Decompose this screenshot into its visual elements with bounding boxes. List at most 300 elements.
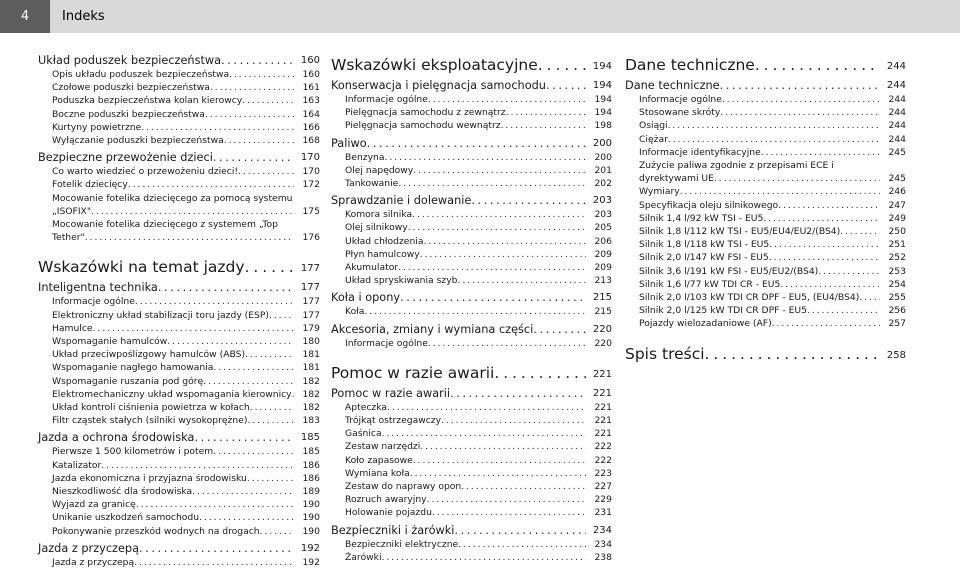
subsection-entry[interactable] bbox=[38, 134, 320, 147]
entry-title: Wyłączanie poduszki bezpieczeństwa bbox=[52, 135, 224, 147]
dot-leader bbox=[134, 556, 294, 569]
dot-leader bbox=[450, 386, 586, 401]
subsection-entry[interactable] bbox=[38, 414, 320, 427]
section-entry[interactable] bbox=[38, 53, 320, 68]
entry-title: Układ kontroli ciśnienia powietrza w kołach bbox=[52, 402, 250, 414]
dot-leader bbox=[772, 317, 880, 330]
entry-title: Układ przeciwpoślizgowy hamulców (ABS) bbox=[52, 349, 246, 361]
section-entry[interactable] bbox=[38, 280, 320, 295]
entry-title: Silnik 1,8 l/112 kW TSI - EU5/EU4/EU2/(BS4) bbox=[639, 226, 841, 238]
entry-title: Ciężar bbox=[639, 133, 668, 145]
entry-title: Gaśnica bbox=[345, 428, 382, 440]
entry-page-number: 222 bbox=[594, 454, 612, 466]
entry-title: Płyn hamulcowy bbox=[345, 248, 420, 260]
entry-page-number: 175 bbox=[302, 205, 320, 217]
section-entry[interactable] bbox=[331, 78, 612, 93]
dot-leader bbox=[210, 81, 294, 94]
entry-page-number: 223 bbox=[594, 467, 612, 479]
entry-page-number: 183 bbox=[302, 415, 320, 427]
subsection-entry[interactable] bbox=[331, 454, 612, 467]
section-entry[interactable] bbox=[331, 322, 612, 337]
entry-page-number: 209 bbox=[594, 262, 612, 274]
entry-title: Koła bbox=[345, 306, 365, 318]
entry-title: Wskazówki na temat jazdy bbox=[38, 258, 245, 277]
section-gap bbox=[331, 350, 612, 358]
dot-leader bbox=[382, 427, 586, 440]
entry-page-number: 221 bbox=[594, 415, 612, 427]
subsection-entry[interactable] bbox=[38, 388, 320, 401]
dot-leader bbox=[427, 493, 586, 506]
dot-leader bbox=[136, 498, 294, 511]
section-entry[interactable] bbox=[38, 541, 320, 556]
entry-title: Silnik 2,0 l/125 kW TDI CR DPF - EU5 bbox=[639, 305, 807, 317]
index-entry-text-line: Zużycie paliwa zgodnie z przepisami ECE i bbox=[639, 160, 834, 172]
entry-title: Apteczka bbox=[345, 401, 388, 413]
entry-page-number: 170 bbox=[302, 166, 320, 178]
subsection-entry[interactable] bbox=[625, 185, 906, 198]
entry-page-number: 244 bbox=[888, 94, 906, 105]
header-bar bbox=[0, 0, 960, 33]
section-entry[interactable] bbox=[331, 193, 612, 208]
entry-title: Pomoc w razie awarii bbox=[331, 386, 451, 400]
entry-page-number: 160 bbox=[302, 69, 320, 80]
entry-page-number: 185 bbox=[300, 432, 320, 444]
dot-leader bbox=[260, 525, 294, 538]
subsection-entry[interactable] bbox=[38, 322, 320, 335]
entry-page-number: 247 bbox=[888, 199, 906, 211]
dot-leader bbox=[494, 363, 586, 383]
entry-page-number: 180 bbox=[302, 336, 320, 348]
entry-page-number: 249 bbox=[888, 212, 906, 224]
entry-page-number: 234 bbox=[594, 538, 612, 550]
dot-leader bbox=[412, 208, 586, 221]
dot-leader bbox=[101, 459, 294, 472]
entry-page-number: 244 bbox=[888, 107, 906, 119]
section-entry[interactable] bbox=[331, 386, 612, 401]
entry-page-number: 227 bbox=[594, 481, 612, 493]
entry-title: Jazda a ochrona środowiska bbox=[38, 431, 195, 445]
index-column-1 bbox=[38, 50, 320, 569]
dot-leader bbox=[420, 248, 586, 261]
dot-leader bbox=[432, 506, 586, 519]
entry-title: Akumulator bbox=[345, 262, 399, 274]
entry-page-number: 215 bbox=[594, 306, 612, 318]
subsection-entry[interactable] bbox=[625, 265, 906, 278]
subsection-entry[interactable] bbox=[38, 121, 320, 134]
subsection-entry[interactable] bbox=[625, 106, 906, 119]
subsection-entry[interactable] bbox=[331, 538, 612, 551]
entry-page-number: 250 bbox=[888, 226, 906, 238]
dot-leader bbox=[755, 55, 880, 75]
dot-leader bbox=[413, 164, 586, 177]
subsection-entry[interactable] bbox=[38, 231, 320, 244]
subsection-entry[interactable] bbox=[625, 291, 906, 304]
entry-title: Filtr cząstek stałych (silniki wysokoprężne) bbox=[52, 415, 248, 427]
section-entry[interactable] bbox=[38, 430, 320, 445]
dot-leader bbox=[501, 119, 586, 132]
entry-page-number: 244 bbox=[888, 120, 906, 132]
entry-page-number: 176 bbox=[302, 232, 320, 244]
subsection-entry[interactable] bbox=[38, 485, 320, 498]
entry-title: Wymiana koła bbox=[345, 467, 410, 479]
dot-leader bbox=[859, 291, 880, 304]
entry-title: Silnik 2,0 l/103 kW TDI CR DPF - EU5, (EU4/BS4) bbox=[639, 292, 860, 304]
entry-page-number: 161 bbox=[302, 82, 320, 94]
dot-leader bbox=[192, 485, 294, 498]
dot-leader bbox=[413, 454, 586, 467]
entry-title: Jazda ekonomiczna i przyjazna środowisku bbox=[52, 472, 247, 484]
entry-title: Jazda z przyczepą bbox=[52, 556, 135, 568]
entry-page-number: 198 bbox=[594, 120, 612, 132]
subsection-entry[interactable] bbox=[331, 106, 612, 119]
entry-title: Paliwo bbox=[331, 136, 367, 150]
entry-page-number: 182 bbox=[302, 375, 320, 387]
subsection-entry[interactable] bbox=[331, 414, 612, 427]
subsection-entry[interactable] bbox=[38, 525, 320, 538]
subsection-entry[interactable] bbox=[625, 225, 906, 238]
dot-leader bbox=[247, 472, 294, 485]
section-entry[interactable] bbox=[331, 523, 612, 538]
subsection-entry[interactable] bbox=[625, 146, 906, 159]
entry-title: Poduszka bezpieczeństwa kolan kierowcy bbox=[52, 95, 243, 107]
subsection-entry[interactable] bbox=[625, 172, 906, 185]
dot-leader bbox=[213, 361, 294, 374]
dot-leader bbox=[408, 221, 586, 234]
dot-leader bbox=[229, 68, 294, 81]
entry-page-number: 192 bbox=[300, 542, 320, 554]
subsection-entry[interactable] bbox=[38, 94, 320, 107]
dot-leader bbox=[441, 414, 586, 427]
entry-title: Holowanie pojazdu bbox=[345, 507, 432, 519]
entry-title: Informacje ogólne bbox=[345, 94, 428, 105]
entry-page-number: 229 bbox=[594, 494, 612, 506]
entry-page-number: 166 bbox=[302, 121, 320, 133]
entry-page-number: 258 bbox=[886, 349, 906, 361]
entry-title: Dane techniczne bbox=[625, 56, 755, 74]
entry-page-number: 245 bbox=[888, 173, 906, 185]
entry-page-number: 253 bbox=[888, 265, 906, 277]
entry-page-number: 252 bbox=[888, 252, 906, 264]
entry-title: Informacje ogólne bbox=[345, 337, 428, 349]
entry-page-number: 172 bbox=[302, 179, 320, 191]
entry-title: Inteligentna technika bbox=[38, 281, 158, 295]
entry-page-number: 246 bbox=[888, 186, 906, 198]
entry-title: Wyjazd za granicę bbox=[52, 499, 136, 511]
entry-page-number: 160 bbox=[300, 55, 320, 66]
subsection-entry[interactable] bbox=[38, 165, 320, 178]
entry-page-number: 255 bbox=[888, 292, 906, 304]
dot-leader bbox=[705, 344, 880, 364]
subsection-entry[interactable] bbox=[38, 348, 320, 361]
entry-title: Układ chłodzenia bbox=[345, 235, 424, 247]
entry-page-number: 202 bbox=[594, 178, 612, 190]
subsection-entry[interactable] bbox=[38, 108, 320, 121]
dot-leader bbox=[840, 225, 880, 238]
entry-page-number: 221 bbox=[594, 401, 612, 413]
page-title: Indeks bbox=[62, 9, 105, 24]
subsection-entry[interactable] bbox=[38, 178, 320, 191]
subsection-entry[interactable] bbox=[331, 506, 612, 519]
index-entry-text-line: Mocowanie fotelika dziecięcego z systemem „Top bbox=[52, 219, 278, 231]
entry-page-number: 244 bbox=[886, 61, 906, 72]
subsection-entry[interactable] bbox=[625, 251, 906, 264]
dot-leader bbox=[668, 133, 880, 146]
entry-page-number: 168 bbox=[302, 135, 320, 147]
entry-page-number: 205 bbox=[594, 222, 612, 234]
section-entry[interactable] bbox=[625, 78, 906, 93]
subsection-entry[interactable] bbox=[38, 205, 320, 218]
subsection-entry[interactable] bbox=[331, 337, 612, 350]
entry-title: Informacje identyfikacyjne bbox=[639, 146, 761, 158]
dot-leader bbox=[221, 53, 294, 68]
dot-leader bbox=[546, 78, 586, 93]
entry-title: Unikanie uszkodzeń samochodu bbox=[52, 512, 200, 524]
subsection-entry[interactable] bbox=[331, 208, 612, 221]
subsection-entry[interactable] bbox=[331, 261, 612, 274]
entry-title: Rozruch awaryjny bbox=[345, 494, 427, 506]
subsection-entry[interactable] bbox=[625, 304, 906, 317]
entry-page-number: 186 bbox=[302, 459, 320, 471]
subsection-entry[interactable] bbox=[331, 119, 612, 132]
subsection-entry[interactable] bbox=[38, 498, 320, 511]
entry-title: Specyfikacja oleju silnikowego bbox=[639, 199, 779, 211]
entry-page-number: 170 bbox=[300, 152, 320, 164]
chapter-entry[interactable] bbox=[625, 55, 906, 75]
dot-leader bbox=[769, 251, 880, 264]
dot-leader bbox=[410, 467, 586, 480]
entry-page-number: 222 bbox=[594, 441, 612, 453]
subsection-entry[interactable] bbox=[625, 119, 906, 132]
dot-leader bbox=[398, 177, 586, 190]
subsection-entry[interactable] bbox=[38, 401, 320, 414]
dot-leader bbox=[454, 523, 586, 538]
chapter-entry[interactable] bbox=[625, 344, 906, 364]
subsection-entry[interactable] bbox=[625, 278, 906, 291]
subsection-entry[interactable] bbox=[38, 511, 320, 524]
index-entry-text-line: Mocowanie fotelika dziecięcego za pomocą systemu bbox=[52, 192, 293, 204]
dot-leader bbox=[780, 278, 880, 291]
entry-title: Informacje ogólne bbox=[52, 296, 135, 308]
subsection-entry[interactable] bbox=[331, 235, 612, 248]
entry-page-number: 182 bbox=[302, 388, 320, 400]
entry-title: Opis układu poduszek bezpieczeństwa bbox=[52, 69, 230, 80]
entry-title: Wskazówki eksploatacyjne bbox=[331, 56, 538, 74]
entry-page-number: 244 bbox=[886, 80, 906, 91]
subsection-entry[interactable] bbox=[625, 238, 906, 251]
entry-page-number: 244 bbox=[888, 133, 906, 145]
dot-leader bbox=[203, 375, 294, 388]
entry-page-number: 215 bbox=[592, 292, 612, 304]
subsection-entry[interactable] bbox=[331, 164, 612, 177]
dot-leader bbox=[680, 185, 880, 198]
entry-page-number: 190 bbox=[302, 525, 320, 537]
dot-leader bbox=[668, 119, 880, 132]
subsection-entry[interactable] bbox=[38, 309, 320, 322]
subsection-entry[interactable] bbox=[331, 177, 612, 190]
dot-leader bbox=[385, 151, 587, 164]
subsection-entry[interactable] bbox=[38, 375, 320, 388]
entry-title: Pielęgnacja samochodu wewnątrz bbox=[345, 120, 501, 132]
entry-page-number: 164 bbox=[302, 108, 320, 120]
entry-page-number: 194 bbox=[592, 80, 612, 91]
entry-page-number: 200 bbox=[592, 137, 612, 149]
subsection-entry[interactable] bbox=[625, 93, 906, 106]
subsection-entry[interactable] bbox=[625, 133, 906, 146]
dot-leader bbox=[720, 78, 880, 93]
entry-title: Konserwacja i pielęgnacja samochodu bbox=[331, 79, 546, 92]
entry-page-number: 181 bbox=[302, 362, 320, 374]
chapter-entry[interactable] bbox=[38, 257, 320, 277]
dot-leader bbox=[428, 93, 586, 106]
subsection-entry[interactable] bbox=[331, 551, 612, 564]
entry-page-number: 190 bbox=[302, 512, 320, 524]
entry-title: Elektromechaniczny układ wspomagania kierownicy bbox=[52, 388, 292, 400]
subsection-entry[interactable] bbox=[38, 556, 320, 569]
dot-leader bbox=[199, 511, 294, 524]
subsection-entry[interactable] bbox=[625, 212, 906, 225]
dot-leader bbox=[761, 146, 880, 159]
subsection-entry[interactable] bbox=[38, 295, 320, 308]
entry-title: Stosowane skróty bbox=[639, 107, 721, 119]
subsection-entry[interactable] bbox=[625, 199, 906, 212]
entry-page-number: 238 bbox=[594, 551, 612, 563]
dot-leader bbox=[364, 305, 586, 318]
subsection-entry[interactable] bbox=[331, 493, 612, 506]
section-entry[interactable] bbox=[331, 290, 612, 305]
entry-title: Spis treści bbox=[625, 344, 705, 363]
entry-page-number: 177 bbox=[300, 263, 320, 275]
subsection-entry[interactable] bbox=[331, 401, 612, 414]
dot-leader bbox=[458, 538, 586, 551]
entry-title: Bezpieczniki i żarówki bbox=[331, 523, 455, 537]
entry-title: Tankowanie bbox=[345, 178, 399, 190]
dot-leader bbox=[398, 261, 586, 274]
entry-title: Silnik 1,8 l/118 kW TSI - EU5 bbox=[639, 239, 770, 251]
chapter-entry[interactable] bbox=[331, 363, 612, 383]
entry-title: Koła i opony bbox=[331, 291, 401, 305]
dot-leader bbox=[533, 322, 586, 337]
dot-leader bbox=[400, 290, 586, 305]
subsection-entry[interactable] bbox=[331, 305, 612, 318]
entry-title: Żarówki bbox=[345, 551, 382, 563]
subsection-entry[interactable] bbox=[331, 440, 612, 453]
entry-title: Co warto wiedzieć o przewożeniu dzieci! bbox=[52, 166, 239, 178]
entry-title: Fotelik dziecięcy bbox=[52, 179, 128, 191]
entry-title: Akcesoria, zmiany i wymiana części bbox=[331, 322, 534, 336]
dot-leader bbox=[387, 401, 586, 414]
chapter-entry[interactable] bbox=[331, 55, 612, 75]
entry-title: Zestaw narzędzi bbox=[345, 441, 421, 453]
dot-leader bbox=[461, 480, 586, 493]
subsection-entry[interactable] bbox=[625, 317, 906, 330]
entry-page-number: 254 bbox=[888, 278, 906, 290]
subsection-entry[interactable] bbox=[331, 151, 612, 164]
entry-page-number: 221 bbox=[594, 428, 612, 440]
dot-leader bbox=[457, 274, 586, 287]
entry-title: Wspomaganie hamulców bbox=[52, 336, 168, 348]
entry-title: Silnik 2,0 l/147 kW FSI - EU5 bbox=[639, 252, 769, 264]
subsection-entry[interactable] bbox=[331, 248, 612, 261]
dot-leader bbox=[158, 280, 294, 295]
entry-title: Olej silnikowy bbox=[345, 222, 408, 234]
entry-page-number: 256 bbox=[888, 305, 906, 317]
subsection-entry[interactable] bbox=[38, 335, 320, 348]
dot-leader bbox=[367, 136, 586, 151]
dot-leader bbox=[224, 134, 294, 147]
entry-title: dyrektywami UE bbox=[639, 173, 714, 185]
dot-leader bbox=[91, 205, 294, 218]
subsection-entry[interactable] bbox=[331, 221, 612, 234]
subsection-entry[interactable] bbox=[38, 361, 320, 374]
dot-leader bbox=[139, 541, 294, 556]
entry-page-number: 194 bbox=[594, 94, 612, 105]
entry-title: Bezpieczne przewożenie dzieci bbox=[38, 151, 213, 165]
entry-title: Czołowe poduszki bezpieczeństwa bbox=[52, 82, 210, 94]
dot-leader bbox=[778, 199, 880, 212]
entry-title: Pojazdy wielozadaniowe (AF) bbox=[639, 318, 772, 330]
subsection-entry[interactable] bbox=[331, 274, 612, 287]
subsection-entry[interactable] bbox=[331, 427, 612, 440]
dot-leader bbox=[714, 172, 880, 185]
subsection-entry[interactable] bbox=[331, 467, 612, 480]
entry-page-number: 221 bbox=[592, 387, 612, 399]
subsection-entry[interactable] bbox=[331, 480, 612, 493]
entry-page-number: 203 bbox=[592, 195, 612, 207]
dot-leader bbox=[423, 235, 586, 248]
entry-page-number: 189 bbox=[302, 486, 320, 498]
entry-page-number: 220 bbox=[592, 323, 612, 335]
entry-title: Kurtyny powietrzne bbox=[52, 121, 142, 133]
dot-leader bbox=[428, 337, 586, 350]
entry-title: Pokonywanie przeszkód wodnych na drogach bbox=[52, 525, 260, 537]
section-gap bbox=[625, 331, 906, 339]
page-number: 4 bbox=[0, 0, 50, 33]
dot-leader bbox=[135, 295, 294, 308]
subsection-entry[interactable] bbox=[38, 68, 320, 81]
entry-page-number: 192 bbox=[302, 556, 320, 568]
dot-leader bbox=[141, 121, 294, 134]
entry-page-number: 194 bbox=[592, 61, 612, 72]
dot-leader bbox=[720, 106, 880, 119]
dot-leader bbox=[818, 265, 880, 278]
index-column-2 bbox=[331, 50, 612, 564]
subsection-entry[interactable] bbox=[38, 445, 320, 458]
entry-page-number: 163 bbox=[302, 95, 320, 107]
entry-title: Nieszkodliwość dla środowiska bbox=[52, 486, 193, 498]
entry-page-number: 203 bbox=[594, 209, 612, 221]
entry-title: Bezpieczniki elektryczne bbox=[345, 538, 459, 550]
entry-page-number: 182 bbox=[302, 402, 320, 414]
entry-title: Pierwsze 1 500 kilometrów i potem bbox=[52, 446, 214, 458]
entry-title: „ISOFIX" bbox=[52, 205, 92, 217]
entry-page-number: 213 bbox=[594, 275, 612, 287]
entry-title: Układ poduszek bezpieczeństwa bbox=[38, 54, 222, 67]
entry-title: Katalizator bbox=[52, 459, 102, 471]
entry-title: Tether" bbox=[52, 232, 85, 244]
subsection-entry[interactable] bbox=[38, 459, 320, 472]
section-entry[interactable] bbox=[38, 150, 320, 165]
dot-leader bbox=[269, 309, 294, 322]
entry-title: Jazda z przyczepą bbox=[38, 541, 140, 555]
dot-leader bbox=[769, 238, 880, 251]
subsection-entry[interactable] bbox=[38, 472, 320, 485]
entry-title: Informacje ogólne bbox=[639, 94, 722, 105]
section-entry[interactable] bbox=[331, 136, 612, 151]
section-gap bbox=[38, 244, 320, 252]
entry-page-number: 231 bbox=[594, 507, 612, 519]
subsection-entry[interactable] bbox=[331, 93, 612, 106]
subsection-entry[interactable] bbox=[38, 81, 320, 94]
